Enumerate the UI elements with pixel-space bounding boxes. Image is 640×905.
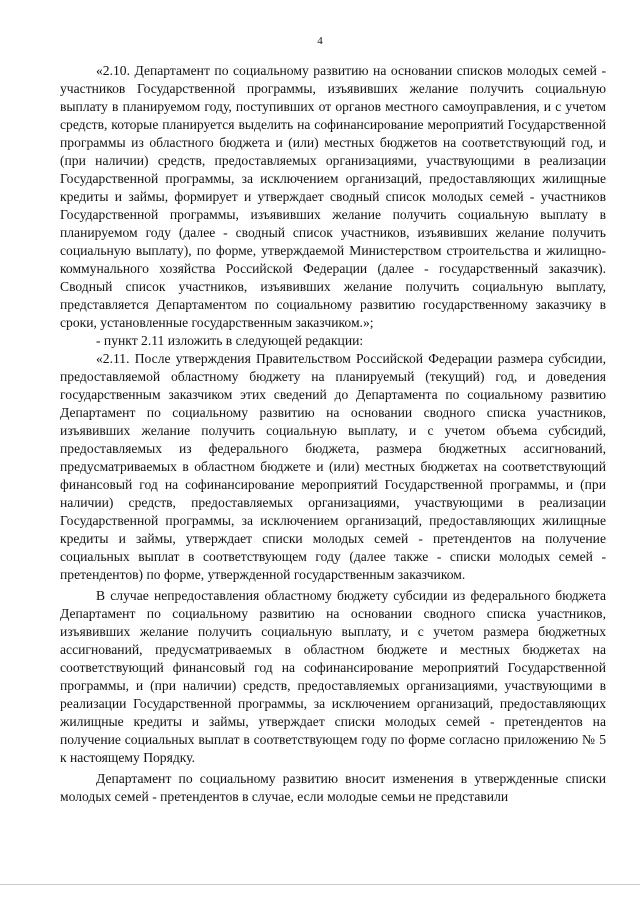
scan-bottom-edge: [0, 884, 640, 885]
paragraph-no-subsidy-case: В случае непредоставления областному бюджету субсидии из федерального бюджета Департамент по социальному развитию на основании сводного списка участников, изъявивших желание получить социальную выплату, и с учетом размера бюджетных ассигнований, предусматриваемых в областном бюджете и местных бюджетах на соответствующий финансовый год на софинансирование мероприятий Государственной программы, и (при наличии) средств, предоставляемых организациями, участвующими в реализации Государственной программы, за исключением организаций, предоставляющих жилищные кредиты и займы, утверждает списки молодых семей - претендентов на получение социальных выплат в соответствующем году по форме согласно приложению № 5 к настоящему Порядку.: [60, 588, 606, 765]
paragraph-amendment-intro: - пункт 2.11 изложить в следующей редакции:: [96, 333, 364, 348]
paragraph-2-11: «2.11. После утверждения Правительством Российской Федерации размера субсидии, предоставляемой областному бюджету на планируемый (текущий) год, и доведения государственным заказчиком этих сведений до Департамента по социальному развитию Департамент по социальному развитию на основании сводного списка участников, изъявивших желание получить социальную выплату, и с учетом объема субсидий, предоставляемых из федерального бюджета, размера бюджетных ассигнований, предусматриваемых в областном бюджете и (или) местных бюджетах на соответствующий финансовый год на софинансирование мероприятий Государственной программы, и (при наличии) средств, предоставляемых организациями, участвующими в реализации Государственной программы, за исключением организаций, предоставляющих жилищные кредиты и займы, утверждает списки молодых семей - претендентов на получение социальных выплат в соответствующем году (далее также - списки молодых семей - претендентов) по форме, утвержденной государственным заказчиком.: [60, 351, 606, 582]
document-body: [60, 62, 606, 806]
page-number: 4: [317, 35, 323, 47]
paragraph-2-10: «2.10. Департамент по социальному развитию на основании списков молодых семей - участников Государственной программы, изъявивших желание получить социальную выплату в планируемом году, поступивших от органов местного самоуправления, и с учетом средств, которые планируется выделить на софинансирование мероприятий Государственной программы из областного бюджета и (или) местных бюджетов на соответствующий год, и (при наличии) средств, предоставляемых организациями, участвующими в реализации Государственной программы, за исключением организаций, предоставляющих жилищные кредиты и займы, формирует и утверждает сводный список молодых семей - участников Государственной программы, изъявивших желание получить социальную выплату в планируемом году (далее - сводный список участников, изъявивших желание получить социальную выплату), по форме, утверждаемой Министерством строительства и жилищно-коммунального хозяйства Российской Федерации (далее - государственный заказчик). Сводный список участников, изъявивших желание получить социальную выплату, представляется Департаментом по социальному развитию государственному заказчику в сроки, установленные государственным заказчиком.»;: [60, 63, 606, 330]
paragraph-list-changes: Департамент по социальному развитию вносит изменения в утвержденные списки молодых семей - претендентов в случае, если молодые семьи не представили: [60, 771, 606, 804]
